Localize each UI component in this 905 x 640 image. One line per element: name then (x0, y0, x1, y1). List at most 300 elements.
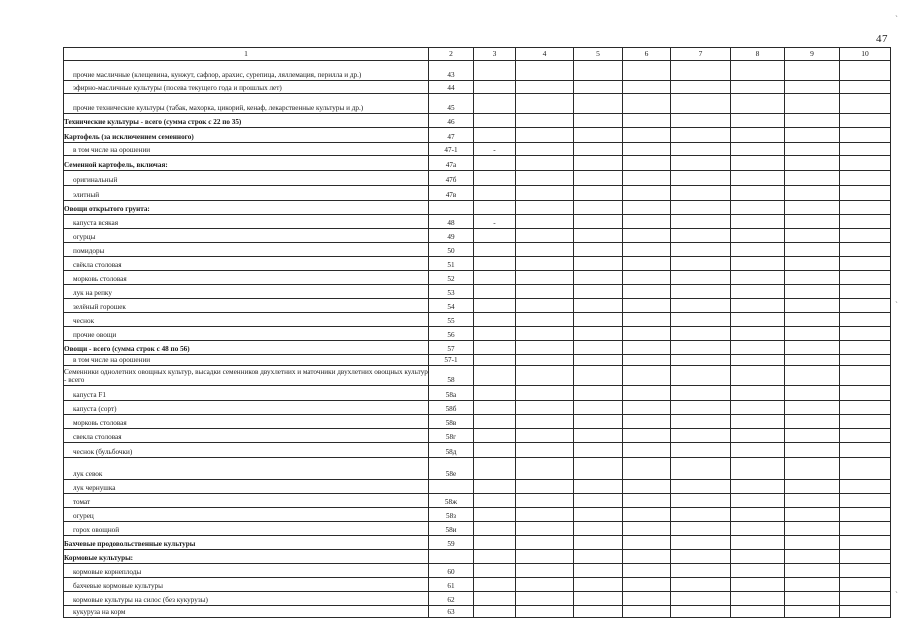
data-cell[interactable] (623, 186, 671, 201)
data-cell[interactable] (840, 128, 891, 143)
data-cell[interactable] (731, 341, 785, 355)
data-cell[interactable] (671, 215, 731, 229)
data-cell[interactable] (623, 128, 671, 143)
data-cell[interactable] (516, 81, 574, 94)
data-cell[interactable] (840, 494, 891, 508)
data-cell[interactable] (671, 156, 731, 171)
data-cell[interactable] (671, 578, 731, 592)
data-cell[interactable] (574, 94, 623, 114)
data-cell[interactable] (785, 257, 840, 271)
data-cell[interactable] (516, 415, 574, 429)
data-cell[interactable] (623, 415, 671, 429)
data-cell[interactable] (574, 243, 623, 257)
data-cell[interactable] (574, 366, 623, 386)
data-cell[interactable] (671, 327, 731, 341)
data-cell[interactable] (785, 415, 840, 429)
data-cell[interactable] (623, 201, 671, 215)
data-cell[interactable] (623, 313, 671, 327)
data-cell[interactable] (574, 285, 623, 299)
data-cell[interactable] (574, 443, 623, 458)
data-cell[interactable] (785, 480, 840, 494)
data-cell[interactable] (474, 564, 516, 578)
data-cell[interactable] (574, 201, 623, 215)
data-cell[interactable] (785, 186, 840, 201)
data-cell[interactable] (474, 341, 516, 355)
data-cell[interactable] (574, 215, 623, 229)
data-cell[interactable] (623, 458, 671, 480)
data-cell[interactable] (840, 61, 891, 81)
data-cell[interactable] (516, 366, 574, 386)
data-cell[interactable] (516, 458, 574, 480)
data-cell[interactable] (840, 480, 891, 494)
data-cell[interactable] (731, 429, 785, 443)
data-cell[interactable] (671, 81, 731, 94)
data-cell[interactable] (671, 564, 731, 578)
data-cell[interactable] (574, 458, 623, 480)
data-cell[interactable] (785, 458, 840, 480)
data-cell[interactable] (671, 536, 731, 550)
data-cell[interactable] (516, 299, 574, 313)
data-cell[interactable] (516, 229, 574, 243)
data-cell[interactable] (731, 61, 785, 81)
data-cell[interactable] (623, 366, 671, 386)
data-cell[interactable] (671, 366, 731, 386)
data-cell[interactable] (516, 313, 574, 327)
data-cell[interactable] (574, 355, 623, 366)
data-cell[interactable] (474, 494, 516, 508)
data-cell[interactable] (671, 243, 731, 257)
data-cell[interactable] (840, 299, 891, 313)
data-cell[interactable] (623, 171, 671, 186)
data-cell[interactable] (623, 401, 671, 415)
data-cell[interactable] (840, 355, 891, 366)
data-cell[interactable] (516, 171, 574, 186)
data-cell[interactable] (516, 429, 574, 443)
data-cell[interactable] (671, 94, 731, 114)
data-cell[interactable] (840, 522, 891, 536)
data-cell[interactable] (574, 494, 623, 508)
data-cell[interactable] (474, 522, 516, 536)
data-cell[interactable] (623, 94, 671, 114)
data-cell[interactable] (623, 355, 671, 366)
data-cell[interactable] (671, 508, 731, 522)
data-cell[interactable] (623, 606, 671, 618)
data-cell[interactable] (574, 171, 623, 186)
data-cell[interactable] (840, 313, 891, 327)
data-cell[interactable] (731, 257, 785, 271)
data-cell[interactable] (785, 429, 840, 443)
data-cell[interactable] (840, 271, 891, 285)
data-cell[interactable] (671, 313, 731, 327)
data-cell[interactable] (474, 327, 516, 341)
data-cell[interactable] (840, 257, 891, 271)
data-cell[interactable] (731, 156, 785, 171)
data-cell[interactable] (671, 550, 731, 564)
data-cell[interactable] (731, 592, 785, 606)
data-cell[interactable] (785, 229, 840, 243)
data-cell[interactable] (731, 606, 785, 618)
data-cell[interactable] (731, 271, 785, 285)
data-cell[interactable] (840, 114, 891, 128)
data-cell[interactable] (516, 508, 574, 522)
data-cell[interactable] (731, 128, 785, 143)
data-cell[interactable] (623, 299, 671, 313)
data-cell[interactable] (840, 171, 891, 186)
data-cell[interactable] (731, 366, 785, 386)
data-cell[interactable] (623, 564, 671, 578)
data-cell[interactable] (671, 355, 731, 366)
data-cell[interactable] (623, 143, 671, 156)
data-cell[interactable] (623, 114, 671, 128)
data-cell[interactable] (785, 215, 840, 229)
data-cell[interactable] (574, 186, 623, 201)
data-cell[interactable] (623, 429, 671, 443)
data-cell[interactable] (623, 522, 671, 536)
data-cell[interactable] (474, 156, 516, 171)
data-cell[interactable] (671, 128, 731, 143)
data-cell[interactable] (474, 508, 516, 522)
data-cell[interactable] (785, 271, 840, 285)
data-cell[interactable] (623, 536, 671, 550)
data-cell[interactable] (516, 536, 574, 550)
data-cell[interactable] (671, 458, 731, 480)
data-cell[interactable] (474, 94, 516, 114)
data-cell[interactable] (574, 128, 623, 143)
data-cell[interactable]: - (474, 215, 516, 229)
data-cell[interactable] (731, 480, 785, 494)
data-cell[interactable] (785, 494, 840, 508)
data-cell[interactable] (474, 415, 516, 429)
data-cell[interactable] (623, 215, 671, 229)
data-cell[interactable] (785, 386, 840, 401)
data-cell[interactable] (623, 341, 671, 355)
data-cell[interactable] (516, 114, 574, 128)
data-cell[interactable] (671, 299, 731, 313)
data-cell[interactable] (731, 215, 785, 229)
data-cell[interactable] (840, 366, 891, 386)
data-cell[interactable] (474, 355, 516, 366)
data-cell[interactable] (574, 313, 623, 327)
data-cell[interactable] (623, 229, 671, 243)
data-cell[interactable] (574, 386, 623, 401)
data-cell[interactable] (671, 143, 731, 156)
data-cell[interactable] (516, 606, 574, 618)
data-cell[interactable] (574, 401, 623, 415)
data-cell[interactable] (623, 578, 671, 592)
data-cell[interactable] (516, 341, 574, 355)
data-cell[interactable] (840, 578, 891, 592)
data-cell[interactable] (474, 313, 516, 327)
data-cell[interactable] (474, 592, 516, 606)
data-cell[interactable] (731, 401, 785, 415)
data-cell[interactable] (731, 386, 785, 401)
data-cell[interactable] (731, 186, 785, 201)
data-cell[interactable] (840, 536, 891, 550)
data-cell[interactable] (671, 271, 731, 285)
data-cell[interactable] (516, 128, 574, 143)
data-cell[interactable] (785, 114, 840, 128)
data-cell[interactable] (474, 366, 516, 386)
data-cell[interactable] (671, 522, 731, 536)
data-cell[interactable] (731, 285, 785, 299)
data-cell[interactable] (516, 243, 574, 257)
data-cell[interactable] (731, 143, 785, 156)
data-cell[interactable] (516, 215, 574, 229)
data-cell[interactable] (574, 61, 623, 81)
data-cell[interactable] (474, 171, 516, 186)
data-cell[interactable] (516, 327, 574, 341)
data-cell[interactable] (574, 415, 623, 429)
data-cell[interactable] (671, 494, 731, 508)
data-cell[interactable] (516, 522, 574, 536)
data-cell[interactable] (840, 327, 891, 341)
data-cell[interactable] (785, 143, 840, 156)
data-cell[interactable] (785, 81, 840, 94)
data-cell[interactable] (840, 592, 891, 606)
data-cell[interactable] (785, 564, 840, 578)
data-cell[interactable] (623, 592, 671, 606)
data-cell[interactable] (731, 536, 785, 550)
data-cell[interactable] (516, 443, 574, 458)
data-cell[interactable] (731, 564, 785, 578)
data-cell[interactable] (516, 564, 574, 578)
data-cell[interactable] (731, 327, 785, 341)
data-cell[interactable] (785, 550, 840, 564)
data-cell[interactable] (474, 257, 516, 271)
data-cell[interactable] (474, 114, 516, 128)
data-cell[interactable] (671, 114, 731, 128)
data-cell[interactable] (623, 550, 671, 564)
data-cell[interactable] (474, 229, 516, 243)
data-cell[interactable] (623, 243, 671, 257)
data-cell[interactable] (840, 415, 891, 429)
data-cell[interactable] (785, 443, 840, 458)
data-cell[interactable] (516, 94, 574, 114)
data-cell[interactable] (574, 592, 623, 606)
data-cell[interactable] (785, 61, 840, 81)
data-cell[interactable] (623, 327, 671, 341)
data-cell[interactable] (785, 578, 840, 592)
data-cell[interactable] (574, 271, 623, 285)
data-cell[interactable] (516, 156, 574, 171)
data-cell[interactable] (731, 229, 785, 243)
data-cell[interactable] (574, 299, 623, 313)
data-cell[interactable] (474, 81, 516, 94)
data-cell[interactable] (785, 171, 840, 186)
data-cell[interactable] (840, 401, 891, 415)
data-cell[interactable] (474, 458, 516, 480)
data-cell[interactable] (731, 355, 785, 366)
data-cell[interactable] (785, 243, 840, 257)
data-cell[interactable] (623, 257, 671, 271)
data-cell[interactable] (516, 355, 574, 366)
data-cell[interactable] (474, 61, 516, 81)
data-cell[interactable] (671, 341, 731, 355)
data-cell[interactable] (785, 522, 840, 536)
data-cell[interactable] (516, 480, 574, 494)
data-cell[interactable] (623, 386, 671, 401)
data-cell[interactable] (516, 61, 574, 81)
data-cell[interactable] (623, 443, 671, 458)
data-cell[interactable] (474, 536, 516, 550)
data-cell[interactable] (574, 114, 623, 128)
data-cell[interactable] (671, 401, 731, 415)
data-cell[interactable] (785, 341, 840, 355)
data-cell[interactable] (671, 171, 731, 186)
data-cell[interactable] (785, 508, 840, 522)
data-cell[interactable] (474, 285, 516, 299)
data-cell[interactable] (671, 386, 731, 401)
data-cell[interactable] (671, 429, 731, 443)
data-cell[interactable] (840, 215, 891, 229)
data-cell[interactable] (623, 508, 671, 522)
data-cell[interactable] (474, 299, 516, 313)
data-cell[interactable] (623, 285, 671, 299)
data-cell[interactable] (623, 156, 671, 171)
data-cell[interactable] (785, 285, 840, 299)
data-cell[interactable] (840, 243, 891, 257)
data-cell[interactable] (574, 257, 623, 271)
data-cell[interactable] (474, 606, 516, 618)
data-cell[interactable] (840, 285, 891, 299)
data-cell[interactable] (840, 386, 891, 401)
data-cell[interactable] (785, 313, 840, 327)
data-cell[interactable] (671, 201, 731, 215)
data-cell[interactable] (731, 94, 785, 114)
data-cell[interactable] (474, 386, 516, 401)
data-cell[interactable] (574, 550, 623, 564)
data-cell[interactable] (671, 606, 731, 618)
data-cell[interactable] (731, 522, 785, 536)
data-cell[interactable] (516, 271, 574, 285)
data-cell[interactable] (574, 341, 623, 355)
data-cell[interactable] (840, 606, 891, 618)
data-cell[interactable] (516, 386, 574, 401)
data-cell[interactable] (731, 550, 785, 564)
data-cell[interactable] (671, 186, 731, 201)
data-cell[interactable] (731, 443, 785, 458)
data-cell[interactable] (474, 429, 516, 443)
data-cell[interactable] (574, 522, 623, 536)
data-cell[interactable] (474, 128, 516, 143)
data-cell[interactable] (623, 81, 671, 94)
data-cell[interactable] (840, 229, 891, 243)
data-cell[interactable] (474, 401, 516, 415)
data-cell[interactable] (785, 327, 840, 341)
data-cell[interactable] (516, 257, 574, 271)
data-cell[interactable] (574, 156, 623, 171)
data-cell[interactable] (671, 443, 731, 458)
data-cell[interactable] (574, 327, 623, 341)
data-cell[interactable] (731, 243, 785, 257)
data-cell[interactable] (785, 299, 840, 313)
data-cell[interactable] (840, 564, 891, 578)
data-cell[interactable] (671, 480, 731, 494)
data-cell[interactable] (474, 578, 516, 592)
data-cell[interactable] (574, 229, 623, 243)
data-cell[interactable] (474, 271, 516, 285)
data-cell[interactable] (671, 415, 731, 429)
data-cell[interactable] (731, 458, 785, 480)
data-cell[interactable] (731, 171, 785, 186)
data-cell[interactable] (516, 494, 574, 508)
data-cell[interactable] (474, 186, 516, 201)
data-cell[interactable] (840, 186, 891, 201)
data-cell[interactable] (785, 156, 840, 171)
data-cell[interactable] (574, 81, 623, 94)
data-cell[interactable] (516, 578, 574, 592)
data-cell[interactable] (840, 156, 891, 171)
data-cell[interactable] (516, 285, 574, 299)
data-cell[interactable] (574, 564, 623, 578)
data-cell[interactable] (574, 606, 623, 618)
data-cell[interactable] (731, 494, 785, 508)
data-cell[interactable] (785, 606, 840, 618)
data-cell[interactable] (474, 243, 516, 257)
data-cell[interactable] (840, 429, 891, 443)
data-cell[interactable] (785, 201, 840, 215)
data-cell[interactable] (840, 443, 891, 458)
data-cell[interactable] (574, 429, 623, 443)
data-cell[interactable] (785, 94, 840, 114)
data-cell[interactable] (785, 401, 840, 415)
data-cell[interactable] (840, 201, 891, 215)
data-cell[interactable] (516, 186, 574, 201)
data-cell[interactable] (785, 592, 840, 606)
data-cell[interactable] (840, 94, 891, 114)
data-cell[interactable] (516, 201, 574, 215)
data-cell[interactable] (574, 578, 623, 592)
data-cell[interactable] (731, 81, 785, 94)
data-cell[interactable] (623, 480, 671, 494)
data-cell[interactable] (731, 508, 785, 522)
data-cell[interactable] (474, 201, 516, 215)
data-cell[interactable] (785, 536, 840, 550)
data-cell[interactable] (671, 257, 731, 271)
data-cell[interactable] (671, 285, 731, 299)
data-cell[interactable] (671, 229, 731, 243)
data-cell[interactable] (623, 494, 671, 508)
data-cell[interactable] (474, 443, 516, 458)
data-cell[interactable] (474, 480, 516, 494)
data-cell[interactable] (516, 143, 574, 156)
data-cell[interactable] (574, 143, 623, 156)
data-cell[interactable] (574, 480, 623, 494)
data-cell[interactable] (785, 366, 840, 386)
data-cell[interactable] (731, 201, 785, 215)
data-cell[interactable] (516, 592, 574, 606)
data-cell[interactable] (840, 341, 891, 355)
data-cell[interactable] (516, 550, 574, 564)
data-cell[interactable] (574, 508, 623, 522)
data-cell[interactable] (574, 536, 623, 550)
data-cell[interactable] (840, 81, 891, 94)
data-cell[interactable] (785, 355, 840, 366)
data-cell[interactable] (516, 401, 574, 415)
data-cell[interactable]: - (474, 143, 516, 156)
data-cell[interactable] (671, 61, 731, 81)
data-cell[interactable] (840, 458, 891, 480)
data-cell[interactable] (474, 550, 516, 564)
data-cell[interactable] (671, 592, 731, 606)
data-cell[interactable] (623, 61, 671, 81)
data-cell[interactable] (785, 128, 840, 143)
data-cell[interactable] (840, 550, 891, 564)
data-cell[interactable] (840, 508, 891, 522)
data-cell[interactable] (731, 114, 785, 128)
data-cell[interactable] (731, 313, 785, 327)
data-cell[interactable] (731, 415, 785, 429)
